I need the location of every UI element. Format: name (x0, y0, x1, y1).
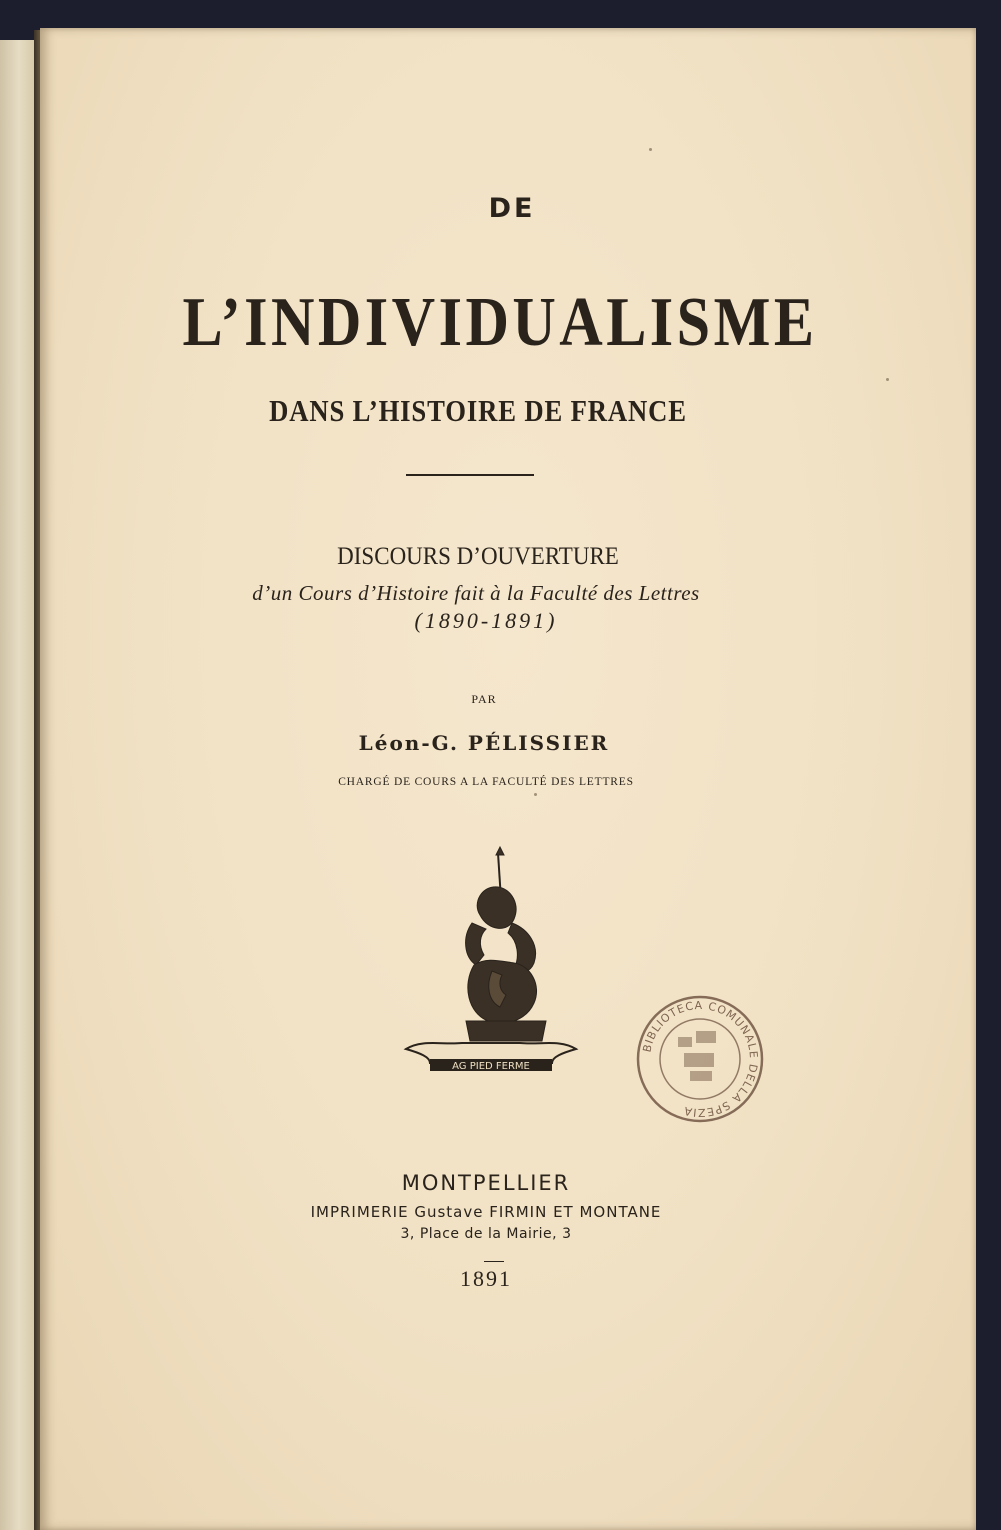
main-title: L’INDIVIDUALISME (182, 284, 818, 361)
publisher-city: MONTPELLIER (401, 1171, 571, 1195)
paper-speck (886, 378, 889, 381)
title-divider (406, 474, 534, 476)
printer-address: 3, Place de la Mairie, 3 (400, 1226, 572, 1242)
emblem-banner-text: AG PIED FERME (452, 1061, 530, 1072)
subtitle: DANS L’HISTOIRE DE FRANCE (269, 393, 687, 428)
course-description: d’un Cours d’Histoire fait à la Faculté des Lettres (252, 581, 700, 605)
paper-speck (534, 793, 537, 796)
title-page (40, 28, 976, 1530)
author-name: Léon-G. PÉLISSIER (358, 731, 610, 755)
printer-name: IMPRIMERIE Gustave FIRMIN ET MONTANE (310, 1203, 662, 1221)
library-stamp (632, 991, 768, 1127)
author-role: CHARGÉ DE COURS A LA FACULTÉ DES LETTRES (338, 776, 634, 788)
course-dates: (1890-1891) (414, 608, 558, 633)
title-prefix: DE (488, 193, 536, 224)
printer-emblem-image (402, 845, 580, 1077)
year-divider (484, 1261, 504, 1262)
publication-year: 1891 (460, 1266, 512, 1291)
paper-speck (649, 148, 652, 151)
stamp-text: BIBLIOTECA COMUNALE DELLA SPEZIA (640, 998, 761, 1120)
work-type: DISCOURS D’OUVERTURE (337, 543, 619, 570)
by-label: PAR (471, 692, 497, 706)
